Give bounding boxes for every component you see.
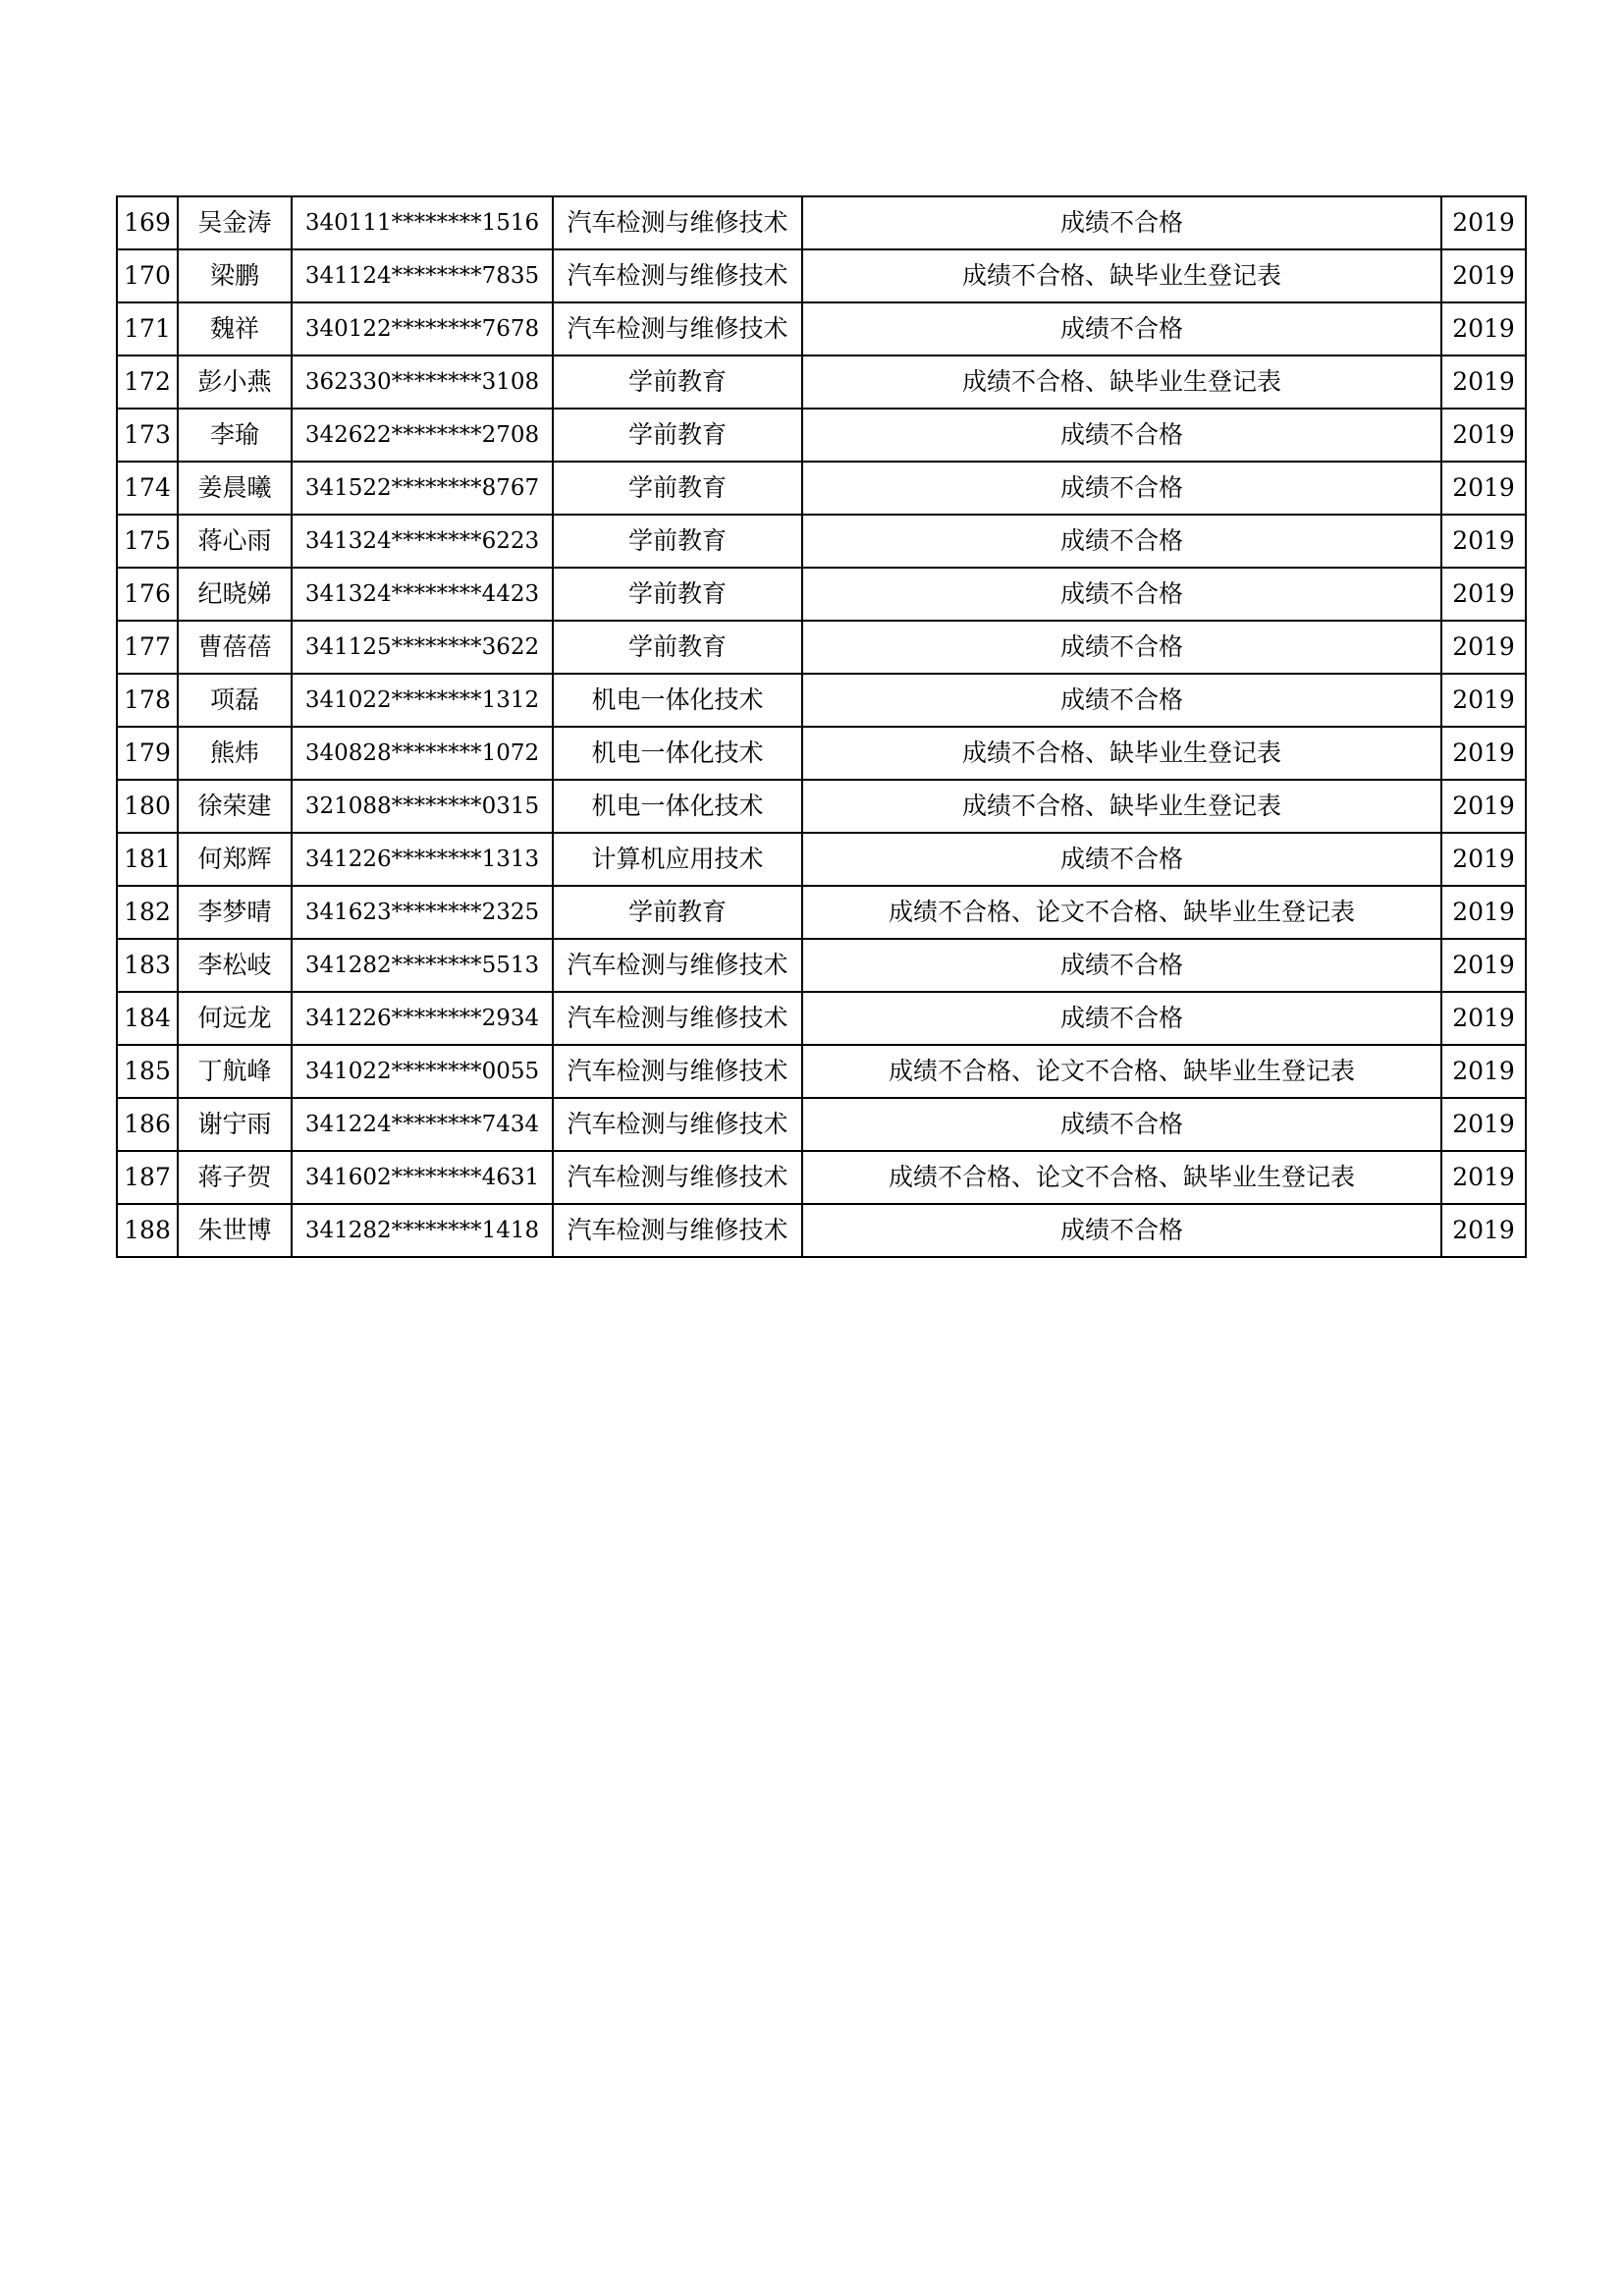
id-number: 340111********1516 <box>292 196 553 249</box>
row-number: 173 <box>117 409 178 462</box>
id-number: 321088********0315 <box>292 780 553 833</box>
table-row <box>117 1204 1526 1257</box>
table-row <box>117 992 1526 1045</box>
year: 2019 <box>1441 1045 1526 1098</box>
year: 2019 <box>1441 355 1526 409</box>
row-number: 181 <box>117 833 178 886</box>
student-name: 项磊 <box>178 674 292 727</box>
id-number: 341224********7434 <box>292 1098 553 1151</box>
major: 机电一体化技术 <box>553 674 802 727</box>
student-name: 丁航峰 <box>178 1045 292 1098</box>
id-number: 342622********2708 <box>292 409 553 462</box>
reason: 成绩不合格、缺毕业生登记表 <box>802 355 1441 409</box>
reason: 成绩不合格、缺毕业生登记表 <box>802 780 1441 833</box>
year: 2019 <box>1441 1204 1526 1257</box>
major: 汽车检测与维修技术 <box>553 1204 802 1257</box>
reason: 成绩不合格、论文不合格、缺毕业生登记表 <box>802 1151 1441 1204</box>
major: 汽车检测与维修技术 <box>553 196 802 249</box>
row-number: 169 <box>117 196 178 249</box>
table-row <box>117 302 1526 355</box>
row-number: 184 <box>117 992 178 1045</box>
student-name: 姜晨曦 <box>178 462 292 515</box>
table-row <box>117 939 1526 992</box>
student-name: 彭小燕 <box>178 355 292 409</box>
table-row <box>117 1098 1526 1151</box>
row-number: 187 <box>117 1151 178 1204</box>
reason: 成绩不合格 <box>802 302 1441 355</box>
id-number: 341022********0055 <box>292 1045 553 1098</box>
student-name: 梁鹏 <box>178 249 292 302</box>
table-row <box>117 515 1526 568</box>
reason: 成绩不合格 <box>802 1204 1441 1257</box>
student-name: 何远龙 <box>178 992 292 1045</box>
id-number: 341226********1313 <box>292 833 553 886</box>
id-number: 341324********6223 <box>292 515 553 568</box>
student-name: 曹蓓蓓 <box>178 621 292 674</box>
year: 2019 <box>1441 780 1526 833</box>
id-number: 341022********1312 <box>292 674 553 727</box>
reason: 成绩不合格、缺毕业生登记表 <box>802 249 1441 302</box>
row-number: 170 <box>117 249 178 302</box>
table-row <box>117 674 1526 727</box>
major: 学前教育 <box>553 409 802 462</box>
year: 2019 <box>1441 302 1526 355</box>
student-name: 魏祥 <box>178 302 292 355</box>
reason: 成绩不合格 <box>802 833 1441 886</box>
student-name: 李梦晴 <box>178 886 292 939</box>
major: 学前教育 <box>553 621 802 674</box>
id-number: 341623********2325 <box>292 886 553 939</box>
year: 2019 <box>1441 196 1526 249</box>
year: 2019 <box>1441 621 1526 674</box>
major: 学前教育 <box>553 515 802 568</box>
reason: 成绩不合格、论文不合格、缺毕业生登记表 <box>802 886 1441 939</box>
major: 汽车检测与维修技术 <box>553 1045 802 1098</box>
reason: 成绩不合格 <box>802 939 1441 992</box>
row-number: 179 <box>117 727 178 780</box>
student-name: 李瑜 <box>178 409 292 462</box>
table-row <box>117 462 1526 515</box>
major: 学前教育 <box>553 355 802 409</box>
major: 汽车检测与维修技术 <box>553 249 802 302</box>
table-row <box>117 886 1526 939</box>
records-table-body <box>117 196 1526 1257</box>
row-number: 183 <box>117 939 178 992</box>
student-name: 纪晓娣 <box>178 568 292 621</box>
student-name: 李松岐 <box>178 939 292 992</box>
reason: 成绩不合格、论文不合格、缺毕业生登记表 <box>802 1045 1441 1098</box>
id-number: 341282********5513 <box>292 939 553 992</box>
student-name: 吴金涛 <box>178 196 292 249</box>
year: 2019 <box>1441 1151 1526 1204</box>
row-number: 175 <box>117 515 178 568</box>
id-number: 362330********3108 <box>292 355 553 409</box>
major: 汽车检测与维修技术 <box>553 1151 802 1204</box>
major: 学前教育 <box>553 462 802 515</box>
id-number: 340122********7678 <box>292 302 553 355</box>
year: 2019 <box>1441 515 1526 568</box>
reason: 成绩不合格 <box>802 515 1441 568</box>
table-row <box>117 196 1526 249</box>
major: 汽车检测与维修技术 <box>553 939 802 992</box>
row-number: 176 <box>117 568 178 621</box>
reason: 成绩不合格 <box>802 674 1441 727</box>
id-number: 341226********2934 <box>292 992 553 1045</box>
major: 计算机应用技术 <box>553 833 802 886</box>
reason: 成绩不合格 <box>802 409 1441 462</box>
year: 2019 <box>1441 568 1526 621</box>
id-number: 341125********3622 <box>292 621 553 674</box>
reason: 成绩不合格 <box>802 1098 1441 1151</box>
reason: 成绩不合格 <box>802 621 1441 674</box>
student-name: 何郑辉 <box>178 833 292 886</box>
id-number: 341522********8767 <box>292 462 553 515</box>
student-name: 谢宁雨 <box>178 1098 292 1151</box>
table-row <box>117 355 1526 409</box>
records-table <box>116 195 1527 1258</box>
row-number: 172 <box>117 355 178 409</box>
major: 机电一体化技术 <box>553 780 802 833</box>
year: 2019 <box>1441 462 1526 515</box>
reason: 成绩不合格 <box>802 196 1441 249</box>
year: 2019 <box>1441 727 1526 780</box>
student-name: 熊炜 <box>178 727 292 780</box>
year: 2019 <box>1441 886 1526 939</box>
major: 汽车检测与维修技术 <box>553 1098 802 1151</box>
major: 机电一体化技术 <box>553 727 802 780</box>
table-row <box>117 249 1526 302</box>
row-number: 174 <box>117 462 178 515</box>
table-row <box>117 833 1526 886</box>
id-number: 341282********1418 <box>292 1204 553 1257</box>
major: 汽车检测与维修技术 <box>553 302 802 355</box>
year: 2019 <box>1441 992 1526 1045</box>
year: 2019 <box>1441 249 1526 302</box>
row-number: 182 <box>117 886 178 939</box>
row-number: 186 <box>117 1098 178 1151</box>
id-number: 340828********1072 <box>292 727 553 780</box>
reason: 成绩不合格、缺毕业生登记表 <box>802 727 1441 780</box>
year: 2019 <box>1441 939 1526 992</box>
reason: 成绩不合格 <box>802 568 1441 621</box>
id-number: 341124********7835 <box>292 249 553 302</box>
table-row <box>117 1151 1526 1204</box>
year: 2019 <box>1441 833 1526 886</box>
row-number: 185 <box>117 1045 178 1098</box>
row-number: 177 <box>117 621 178 674</box>
major: 汽车检测与维修技术 <box>553 992 802 1045</box>
student-name: 朱世博 <box>178 1204 292 1257</box>
row-number: 188 <box>117 1204 178 1257</box>
id-number: 341602********4631 <box>292 1151 553 1204</box>
year: 2019 <box>1441 1098 1526 1151</box>
table-row <box>117 780 1526 833</box>
student-name: 蒋心雨 <box>178 515 292 568</box>
year: 2019 <box>1441 409 1526 462</box>
student-name: 徐荣建 <box>178 780 292 833</box>
major: 学前教育 <box>553 568 802 621</box>
reason: 成绩不合格 <box>802 462 1441 515</box>
row-number: 178 <box>117 674 178 727</box>
reason: 成绩不合格 <box>802 992 1441 1045</box>
table-row <box>117 621 1526 674</box>
student-name: 蒋子贺 <box>178 1151 292 1204</box>
table-row <box>117 568 1526 621</box>
major: 学前教育 <box>553 886 802 939</box>
row-number: 171 <box>117 302 178 355</box>
year: 2019 <box>1441 674 1526 727</box>
row-number: 180 <box>117 780 178 833</box>
table-row <box>117 1045 1526 1098</box>
id-number: 341324********4423 <box>292 568 553 621</box>
table-row <box>117 727 1526 780</box>
table-row <box>117 409 1526 462</box>
